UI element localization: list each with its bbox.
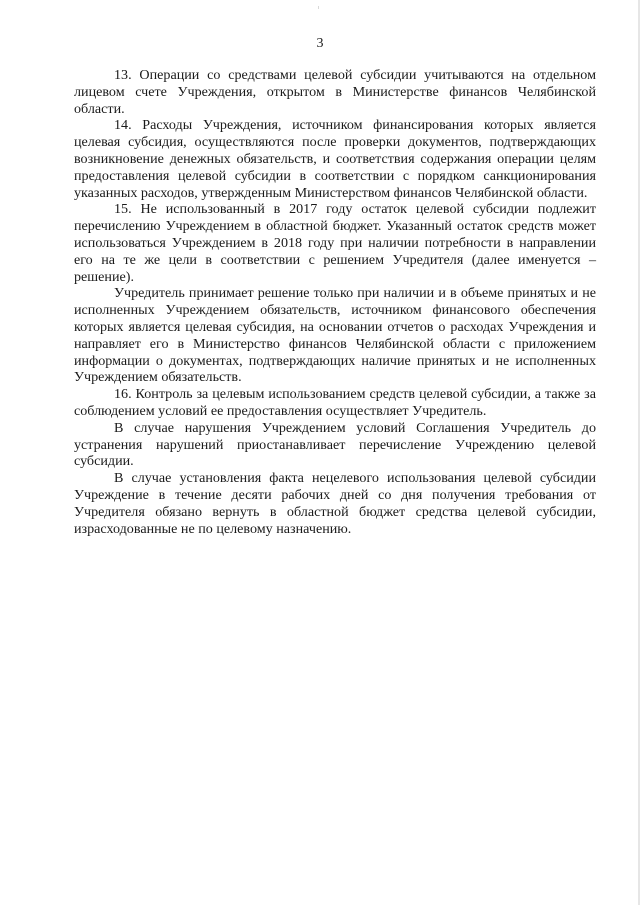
paragraph-15: 15. Не использованный в 2017 году остаток целевой субсидии подлежит перечислению Учреждением в областной бюджет. Указанный остаток средств может использоваться Учреждением в 2018 году при наличии потребности в направлении его на те же цели в соответствии с решением Учредителя (далее именуется – решение). (74, 201, 596, 285)
paragraph-13: 13. Операции со средствами целевой субсидии учитываются на отдельном лицевом счете Учреждения, открытом в Министерстве финансов Челябинской области. (74, 67, 596, 117)
paragraph-16: 16. Контроль за целевым использованием средств целевой субсидии, а также за соблюдением условий ее предоставления осуществляет Учредитель. (74, 386, 596, 419)
paragraph-16-misuse: В случае установления факта нецелевого использования целевой субсидии Учреждение в течение десяти рабочих дней со дня получения требования от Учредителя обязано вернуть в областной бюджет средства целевой субсидии, израсходованные не по целевому назначению. (74, 470, 596, 537)
page-number: 3 (316, 36, 324, 51)
paragraph-15-continuation: Учредитель принимает решение только при наличии и в объеме принятых и не исполненных Учреждением обязательств, источником финансового обеспечения которых является целевая субсидия, на основании отчетов о расходах Учреждения и направляет его в Министерство финансов Челябинской области с приложением информации о документах, подтверждающих наличие принятых и не исполненных Учреждением обязательств. (74, 285, 596, 386)
paragraph-14: 14. Расходы Учреждения, источником финансирования которых является целевая субсидия, осуществляются после проверки документов, подтверждающих возникновение денежных обязательств, и соответствия содержания операции целям предоставления целевой субсидии в соответствии с порядком санкционирования указанных расходов, утвержденным Министерством финансов Челябинской области. (74, 117, 596, 201)
document-body (74, 67, 596, 537)
scan-speck (318, 6, 319, 9)
paragraph-16-violation: В случае нарушения Учреждением условий Соглашения Учредитель до устранения нарушений приостанавливает перечисление Учреждению целевой субсидии. (74, 419, 596, 470)
